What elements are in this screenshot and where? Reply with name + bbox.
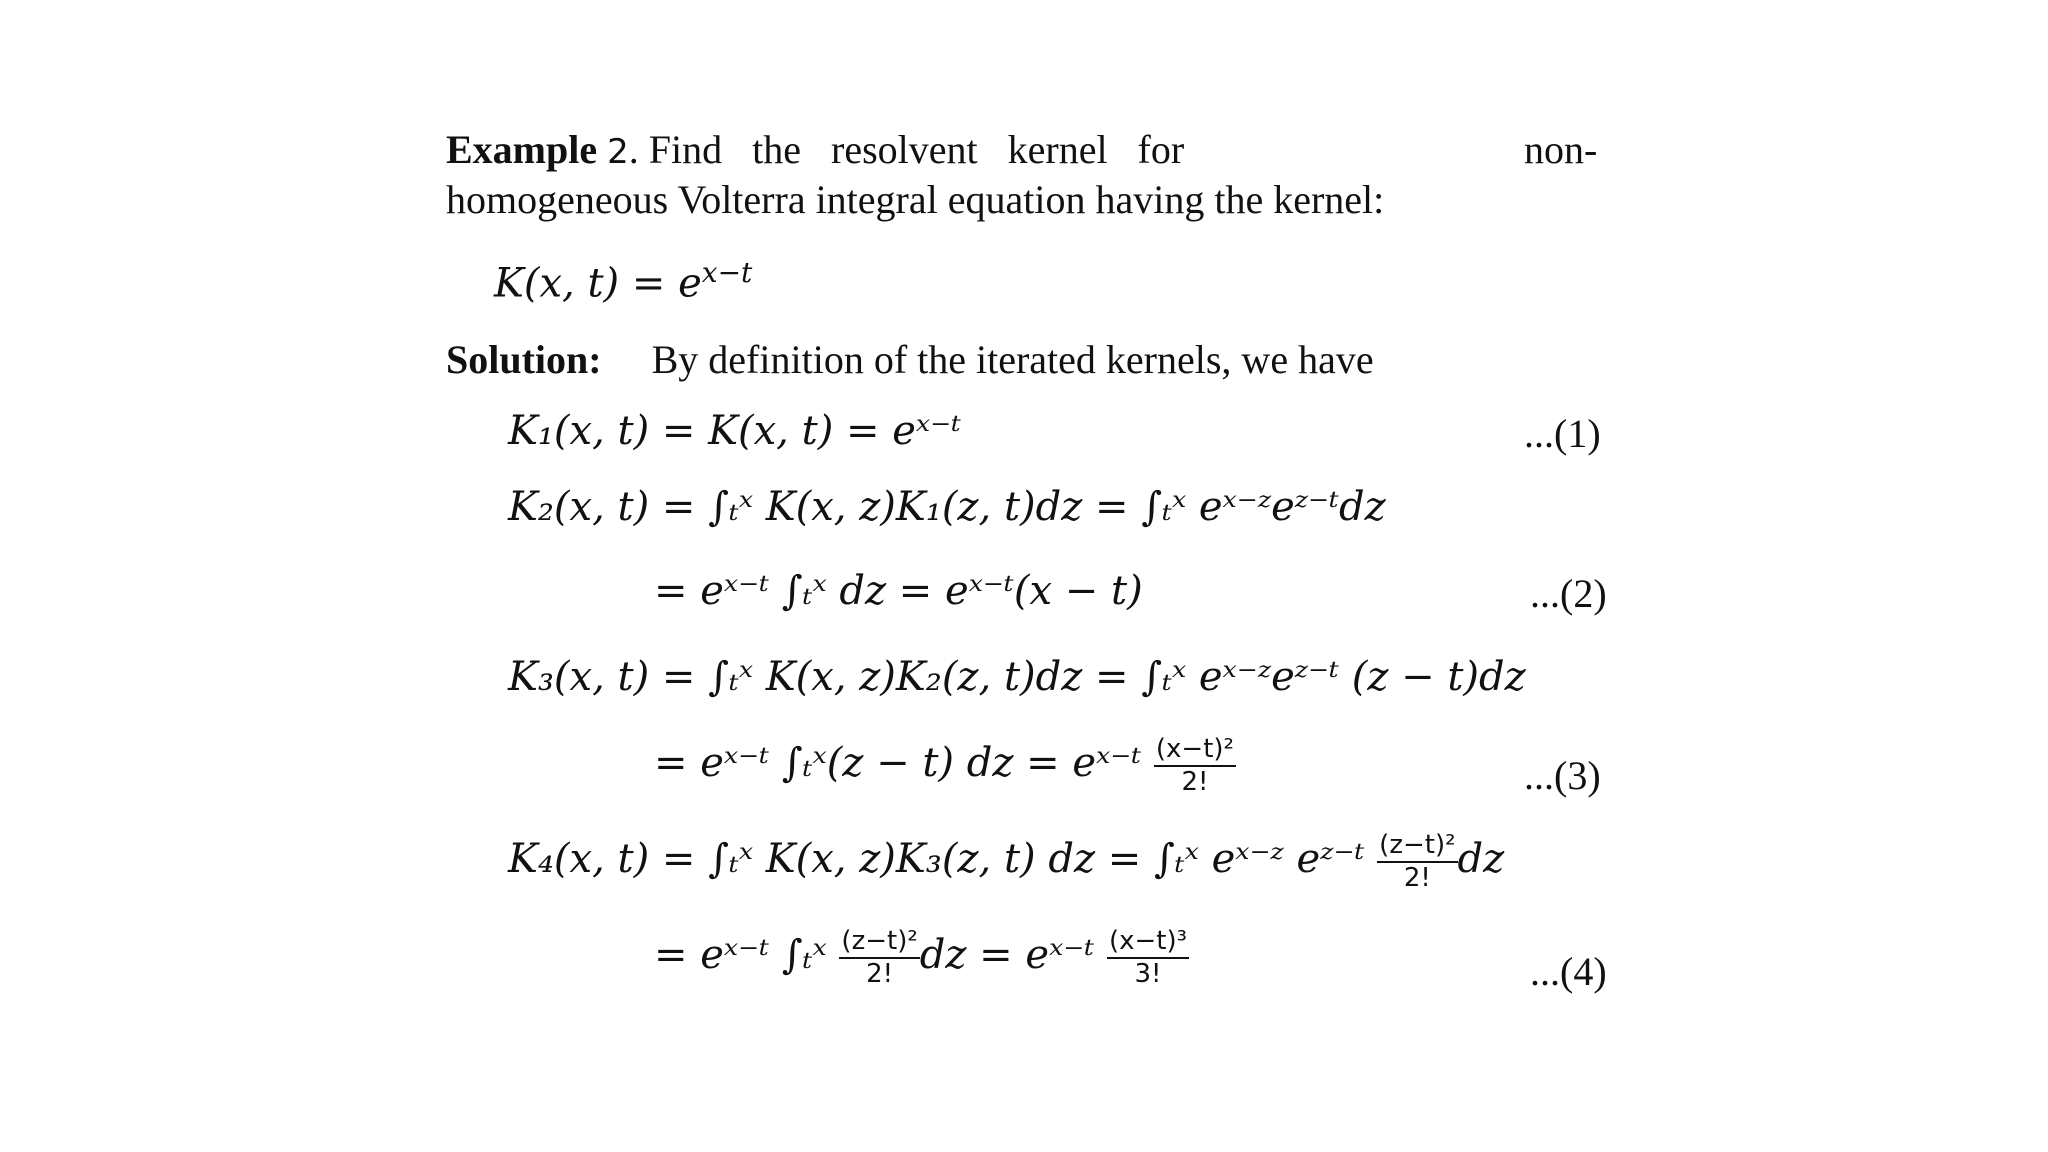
fraction-x-minus-t-squared-over-2: $\frac{\text{(x−t)²}}{2!}$ xyxy=(1155,734,1234,798)
solution-line xyxy=(446,336,1374,383)
equation-3-line-2: = eˣ⁻ᵗ ∫ₜˣ(z − t) dz = eˣ⁻ᵗ $\frac{\text{(x−t)²}}{2!}$ xyxy=(654,734,1234,798)
equation-2-line-1: K₂(x, t) = ∫ₜˣ K(x, z)K₁(z, t)dz = ∫ₜˣ eˣ⁻ᶻeᶻ⁻ᵗdz xyxy=(508,484,1386,530)
fraction-z-minus-t-squared-over-2-b: $\frac{\text{(z−t)²}}{2!}$ xyxy=(841,926,918,990)
equation-1: K₁(x, t) = K(x, t) = eˣ⁻ᵗ xyxy=(508,408,962,454)
example-line-2: homogeneous Volterra integral equation having the kernel: xyxy=(446,177,1385,222)
equation-number-2: ...(2) xyxy=(1530,571,1607,616)
equation-4-line-1: K₄(x, t) = ∫ₜˣ K(x, z)K₃(z, t) dz = ∫ₜˣ eˣ⁻ᶻ eᶻ⁻ᵗ $\frac{\text{(z−t)²}}{2!}$ dz xyxy=(508,830,1505,894)
equation-2-line-2: = eˣ⁻ᵗ ∫ₜˣ dz = eˣ⁻ᵗ(x − t) xyxy=(654,568,1143,614)
example-number: 2 xyxy=(607,132,629,172)
equation-number-3: ...(3) xyxy=(1524,753,1601,798)
equation-4-line-2: = eˣ⁻ᵗ ∫ₜˣ $\frac{\text{(z−t)²}}{2!}$ dz = eˣ⁻ᵗ $\frac{\text{(x−t)³}}{3!}$ xyxy=(654,926,1188,990)
fraction-z-minus-t-squared-over-2: $\frac{\text{(z−t)²}}{2!}$ xyxy=(1379,830,1456,894)
fraction-x-minus-t-cubed-over-3: $\frac{\text{(x−t)³}}{3!}$ xyxy=(1108,926,1188,990)
solution-label: Solution: xyxy=(446,337,602,382)
solution-text: By definition of the iterated kernels, we have xyxy=(651,337,1374,382)
equation-3-line-1: K₃(x, t) = ∫ₜˣ K(x, z)K₂(z, t)dz = ∫ₜˣ eˣ⁻ᶻeᶻ⁻ᵗ (z − t)dz xyxy=(508,654,1526,700)
equation-number-4: ...(4) xyxy=(1530,949,1607,994)
example-label: Example xyxy=(446,127,598,172)
example-line-1-end: non- xyxy=(1524,127,1598,172)
example-line-1: Example 2. Find the resolvent kernel for xyxy=(446,127,1185,172)
equation-number-1: ...(1) xyxy=(1524,411,1601,456)
kernel-definition: K(x, $t) = e^{x-t}$ xyxy=(494,256,753,307)
example-statement: Find the resolvent kernel for xyxy=(648,127,1185,172)
